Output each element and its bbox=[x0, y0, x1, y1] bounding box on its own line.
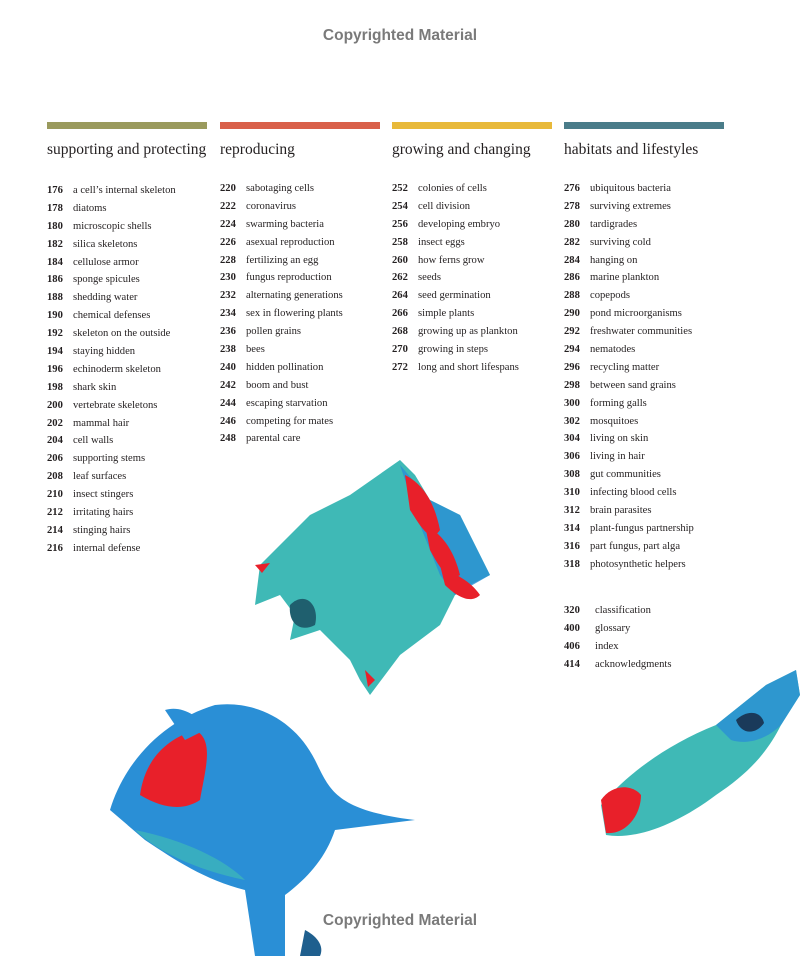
entry-title: pollen grains bbox=[246, 326, 302, 338]
entry-title: forming galls bbox=[590, 397, 647, 409]
page-number: 300 bbox=[564, 397, 580, 409]
toc-entry bbox=[220, 269, 380, 287]
page-number: 284 bbox=[564, 254, 580, 266]
page-number: 290 bbox=[564, 308, 580, 320]
entry-title: simple plants bbox=[418, 308, 475, 320]
toc-entry bbox=[47, 289, 207, 307]
toc-entry bbox=[47, 397, 207, 415]
page-number: 190 bbox=[47, 310, 63, 322]
page-number: 310 bbox=[564, 487, 580, 499]
back-matter-entry bbox=[564, 638, 764, 656]
page-number: 278 bbox=[564, 200, 580, 212]
section-reproducing bbox=[220, 122, 380, 448]
entry-title: hanging on bbox=[590, 254, 638, 266]
toc-entry bbox=[392, 252, 552, 270]
entry-title: shark skin bbox=[73, 381, 117, 393]
entry-title: cellulose armor bbox=[73, 256, 139, 268]
toc-entry bbox=[47, 432, 207, 450]
toc-entry bbox=[47, 540, 207, 558]
entry-title: copepods bbox=[590, 290, 631, 302]
entry-title: how ferns grow bbox=[418, 254, 485, 266]
entry-title: microscopic shells bbox=[73, 220, 152, 232]
page-number: 304 bbox=[564, 433, 580, 445]
toc-entry bbox=[220, 430, 380, 448]
entry-title: part fungus, part alga bbox=[590, 540, 681, 552]
toc-entry bbox=[220, 413, 380, 431]
toc-entry bbox=[220, 180, 380, 198]
entry-title: cell walls bbox=[73, 435, 114, 447]
toc-entry bbox=[564, 395, 724, 413]
entry-title: silica skeletons bbox=[73, 238, 138, 250]
page-number: 254 bbox=[392, 200, 408, 212]
page-number: 248 bbox=[220, 433, 236, 445]
toc-entry bbox=[47, 254, 207, 272]
page-number: 264 bbox=[392, 290, 408, 302]
entry-title: diatoms bbox=[73, 202, 107, 214]
copyright-notice-bottom: Copyrighted Material bbox=[322, 912, 478, 929]
toc-entry bbox=[47, 486, 207, 504]
page-number: 206 bbox=[47, 453, 63, 465]
entry-title: freshwater communities bbox=[590, 326, 693, 338]
page-number: 228 bbox=[220, 254, 236, 266]
entry-title: living on skin bbox=[590, 433, 649, 445]
toc-entry bbox=[564, 466, 724, 484]
page-number: 280 bbox=[564, 218, 580, 230]
page-number: 288 bbox=[564, 290, 580, 302]
page-number: 188 bbox=[47, 292, 63, 304]
entry-title: boom and bust bbox=[246, 379, 309, 391]
entry-title: skeleton on the outside bbox=[73, 328, 171, 340]
entry-title: living in hair bbox=[590, 451, 645, 463]
entry-title: photosynthetic helpers bbox=[590, 558, 686, 570]
entry-title: mammal hair bbox=[73, 417, 130, 429]
toc-entry bbox=[220, 287, 380, 305]
entry-title: infecting blood cells bbox=[590, 487, 677, 499]
page-number: 200 bbox=[47, 399, 63, 411]
page-number: 282 bbox=[564, 236, 580, 248]
toc-entry bbox=[47, 504, 207, 522]
page-number: 296 bbox=[564, 361, 580, 373]
entry-title: colonies of cells bbox=[418, 183, 487, 194]
entry-title: stinging hairs bbox=[73, 524, 131, 536]
section-color-bar bbox=[392, 122, 552, 129]
toc-entry bbox=[564, 180, 724, 198]
entry-title: escaping starvation bbox=[246, 397, 328, 409]
entry-title: tardigrades bbox=[590, 218, 638, 230]
page-number: 294 bbox=[564, 344, 580, 356]
toc-entry bbox=[392, 216, 552, 234]
toc-entry bbox=[564, 413, 724, 431]
page-number: 184 bbox=[47, 256, 63, 268]
page-number: 212 bbox=[47, 507, 63, 519]
entry-title: ubiquitous bacteria bbox=[590, 183, 671, 194]
section-color-bar bbox=[220, 122, 380, 129]
page-number: 270 bbox=[392, 344, 408, 356]
toc-entry bbox=[564, 502, 724, 520]
entry-title: fungus reproduction bbox=[246, 272, 332, 284]
toc-entry bbox=[47, 236, 207, 254]
page-number: 220 bbox=[220, 183, 236, 194]
entry-title: marine plankton bbox=[590, 272, 660, 284]
entry-title: alternating generations bbox=[246, 290, 343, 302]
page-number: 182 bbox=[47, 238, 63, 250]
toc-entry bbox=[47, 182, 207, 200]
section-color-bar bbox=[564, 122, 724, 129]
section-title: habitats and lifestyles bbox=[564, 141, 699, 158]
page-number: 308 bbox=[564, 469, 580, 481]
entry-title: supporting stems bbox=[73, 453, 146, 465]
section-supporting-and-protecting bbox=[47, 122, 207, 558]
toc-entry bbox=[564, 252, 724, 270]
toc-entry bbox=[47, 361, 207, 379]
entry-title: brain parasites bbox=[590, 505, 652, 517]
section-entries bbox=[564, 180, 724, 574]
page-number: 262 bbox=[392, 272, 408, 284]
page-number: 276 bbox=[564, 183, 580, 194]
page-number: 286 bbox=[564, 272, 580, 284]
entry-title: classification bbox=[595, 605, 651, 616]
page-number: 272 bbox=[392, 361, 408, 373]
toc-entry bbox=[47, 450, 207, 468]
toc-entry bbox=[564, 216, 724, 234]
toc-entry bbox=[47, 200, 207, 218]
page-number: 302 bbox=[564, 415, 580, 427]
entry-title: coronavirus bbox=[246, 200, 297, 212]
page-number: 234 bbox=[220, 308, 236, 320]
toc-entry bbox=[564, 538, 724, 556]
toc-entry bbox=[47, 271, 207, 289]
entry-title: gut communities bbox=[590, 469, 661, 481]
page-number: 222 bbox=[220, 200, 236, 212]
entry-title: chemical defenses bbox=[73, 310, 151, 322]
entry-title: sabotaging cells bbox=[246, 183, 314, 194]
section-entries bbox=[392, 180, 552, 377]
page-number: 186 bbox=[47, 274, 63, 286]
toc-entry bbox=[220, 198, 380, 216]
entry-title: asexual reproduction bbox=[246, 236, 335, 248]
section-entries bbox=[220, 180, 380, 448]
page-number: 268 bbox=[392, 326, 408, 338]
entry-title: shedding water bbox=[73, 292, 138, 304]
entry-title: acknowledgments bbox=[595, 658, 672, 670]
toc-entry bbox=[564, 234, 724, 252]
page-number: 246 bbox=[220, 415, 236, 427]
page-number: 180 bbox=[47, 220, 63, 232]
toc-entry bbox=[47, 522, 207, 540]
toc-entry bbox=[47, 325, 207, 343]
toc-entry bbox=[564, 305, 724, 323]
back-matter-list bbox=[564, 602, 764, 674]
page-number: 194 bbox=[47, 346, 63, 358]
entry-title: irritating hairs bbox=[73, 507, 134, 519]
entry-title: parental care bbox=[246, 433, 301, 445]
entry-title: nematodes bbox=[590, 344, 636, 356]
toc-entry bbox=[220, 234, 380, 252]
page-number: 240 bbox=[220, 361, 236, 373]
page-number: 224 bbox=[220, 218, 236, 230]
toc-entry bbox=[392, 287, 552, 305]
section-growing-and-changing bbox=[392, 122, 552, 377]
toc-entry bbox=[392, 234, 552, 252]
toc-entry bbox=[564, 448, 724, 466]
entry-title: mosquitoes bbox=[590, 415, 639, 427]
toc-entry bbox=[47, 468, 207, 486]
toc-entry bbox=[564, 520, 724, 538]
entry-title: sex in flowering plants bbox=[246, 308, 343, 320]
page-number: 196 bbox=[47, 363, 63, 375]
entry-title: seeds bbox=[418, 272, 441, 284]
entry-title: growing up as plankton bbox=[418, 326, 518, 338]
section-title: growing and changing bbox=[392, 141, 531, 158]
toc-entry bbox=[220, 252, 380, 270]
toc-entry bbox=[47, 343, 207, 361]
entry-title: long and short lifespans bbox=[418, 361, 519, 373]
toc-entry bbox=[392, 180, 552, 198]
toc-entry bbox=[220, 323, 380, 341]
back-matter-entry bbox=[564, 620, 764, 638]
section-title: supporting and protecting bbox=[47, 141, 207, 158]
entry-title: swarming bacteria bbox=[246, 218, 324, 230]
toc-entry bbox=[564, 430, 724, 448]
page-number: 244 bbox=[220, 397, 236, 409]
page-number: 238 bbox=[220, 344, 236, 356]
entry-title: recycling matter bbox=[590, 361, 660, 373]
entry-title: leaf surfaces bbox=[73, 471, 127, 483]
toc-entry bbox=[220, 377, 380, 395]
toc-entry bbox=[220, 216, 380, 234]
toc-entry bbox=[392, 359, 552, 377]
entry-title: index bbox=[595, 640, 619, 652]
page-number: 298 bbox=[564, 379, 580, 391]
entry-title: insect eggs bbox=[418, 236, 465, 248]
toc-entry bbox=[220, 341, 380, 359]
toc-entry bbox=[47, 218, 207, 236]
page-number: 260 bbox=[392, 254, 408, 266]
entry-title: vertebrate skeletons bbox=[73, 399, 158, 411]
page-number: 312 bbox=[564, 505, 580, 517]
entry-title: between sand grains bbox=[590, 379, 676, 391]
page-number: 192 bbox=[47, 328, 63, 340]
page-number: 242 bbox=[220, 379, 236, 391]
rotifer-illustration-right bbox=[596, 665, 800, 845]
toc-entry bbox=[392, 305, 552, 323]
page-number: 256 bbox=[392, 218, 408, 230]
entry-title: sponge spicules bbox=[73, 274, 140, 286]
entry-title: fertilizing an egg bbox=[246, 254, 319, 266]
page-number: 226 bbox=[220, 236, 236, 248]
entry-title: a cell’s internal skeleton bbox=[73, 185, 176, 196]
page-number: 414 bbox=[564, 658, 580, 670]
toc-entry bbox=[47, 415, 207, 433]
entry-title: hidden pollination bbox=[246, 361, 324, 373]
entry-title: internal defense bbox=[73, 542, 141, 554]
entry-title: plant-fungus partnership bbox=[590, 522, 694, 534]
page-number: 230 bbox=[220, 272, 236, 284]
entry-title: insect stingers bbox=[73, 489, 134, 501]
section-title: reproducing bbox=[220, 141, 295, 158]
page-number: 202 bbox=[47, 417, 63, 429]
toc-entry bbox=[392, 323, 552, 341]
section-habitats-and-lifestyles bbox=[564, 122, 724, 574]
toc-entry bbox=[564, 198, 724, 216]
toc-entry bbox=[564, 269, 724, 287]
page-number: 232 bbox=[220, 290, 236, 302]
page-number: 236 bbox=[220, 326, 236, 338]
page-number: 320 bbox=[564, 605, 580, 616]
toc-entry bbox=[564, 287, 724, 305]
entry-title: surviving cold bbox=[590, 236, 651, 248]
page-number: 210 bbox=[47, 489, 63, 501]
entry-title: bees bbox=[246, 344, 265, 356]
page-number: 258 bbox=[392, 236, 408, 248]
page-number: 406 bbox=[564, 640, 580, 652]
entry-title: growing in steps bbox=[418, 344, 489, 356]
page-number: 214 bbox=[47, 524, 63, 536]
toc-entry bbox=[47, 307, 207, 325]
page-number: 208 bbox=[47, 471, 63, 483]
entry-title: staying hidden bbox=[73, 346, 136, 358]
page-number: 198 bbox=[47, 381, 63, 393]
section-color-bar bbox=[47, 122, 207, 129]
page-number: 292 bbox=[564, 326, 580, 338]
entry-title: cell division bbox=[418, 200, 471, 212]
page-number: 204 bbox=[47, 435, 63, 447]
toc-entry bbox=[220, 359, 380, 377]
toc-entry bbox=[220, 395, 380, 413]
toc-entry bbox=[564, 377, 724, 395]
entry-title: glossary bbox=[595, 622, 631, 634]
toc-entry bbox=[564, 341, 724, 359]
toc-entry bbox=[564, 359, 724, 377]
toc-entry bbox=[392, 269, 552, 287]
toc-entry bbox=[564, 323, 724, 341]
toc-entry bbox=[392, 341, 552, 359]
page-number: 252 bbox=[392, 183, 408, 194]
copyright-notice-top: Copyrighted Material bbox=[322, 27, 478, 44]
entry-title: pond microorganisms bbox=[590, 308, 682, 320]
entry-title: competing for mates bbox=[246, 415, 334, 427]
entry-title: seed germination bbox=[418, 290, 491, 302]
rotifer-illustration-center bbox=[250, 455, 500, 700]
page-number: 176 bbox=[47, 185, 63, 196]
toc-entry bbox=[392, 198, 552, 216]
entry-title: echinoderm skeleton bbox=[73, 363, 161, 375]
toc-entry bbox=[564, 484, 724, 502]
toc-entry bbox=[220, 305, 380, 323]
toc-entry bbox=[564, 556, 724, 574]
page-number: 400 bbox=[564, 622, 580, 634]
page-number: 178 bbox=[47, 202, 63, 214]
page-number: 216 bbox=[47, 542, 63, 554]
page-number: 266 bbox=[392, 308, 408, 320]
entry-title: developing embryo bbox=[418, 218, 501, 230]
page-number: 316 bbox=[564, 540, 580, 552]
entry-title: surviving extremes bbox=[590, 200, 671, 212]
section-entries bbox=[47, 182, 207, 558]
page-number: 306 bbox=[564, 451, 580, 463]
page-number: 318 bbox=[564, 558, 580, 570]
page-number: 314 bbox=[564, 522, 580, 534]
toc-entry bbox=[47, 379, 207, 397]
back-matter-entry bbox=[564, 602, 764, 620]
